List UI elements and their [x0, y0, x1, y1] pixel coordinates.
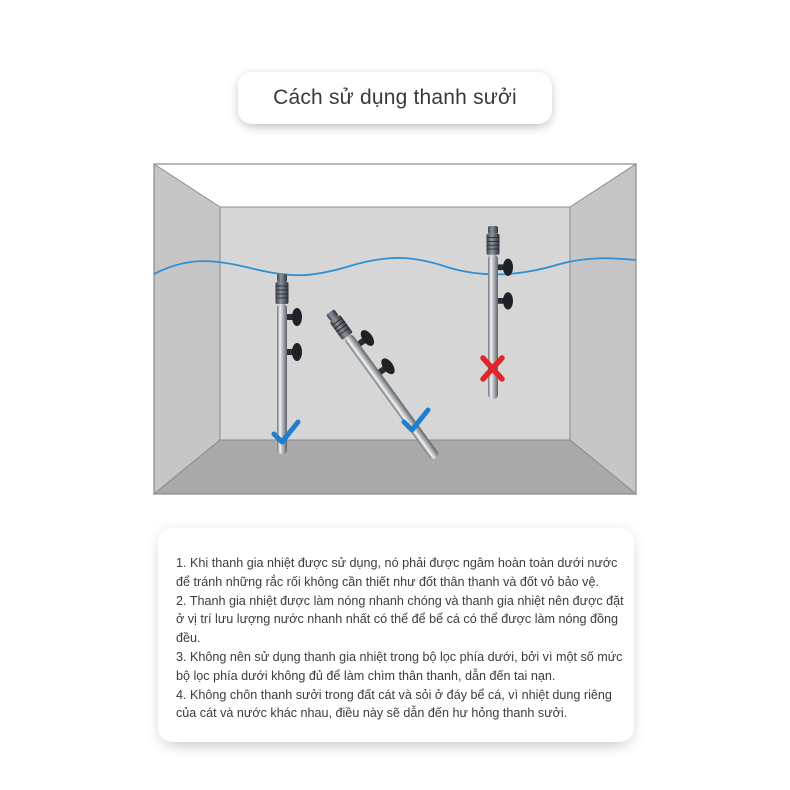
heater-usage-diagram — [150, 160, 640, 500]
tank-left-wall — [154, 164, 220, 494]
tank-right-wall — [570, 164, 636, 494]
page-title: Cách sử dụng thanh sưởi — [273, 86, 517, 109]
instruction-item: 4. Không chôn thanh sưởi trong đất cát và sỏi ở đáy bể cá, vì nhiệt dung riêng của cát và nước khác nhau, điều này sẽ dẫn đến hư hỏng thanh sưởi. — [176, 687, 612, 721]
instructions-card — [158, 528, 634, 742]
instruction-item: 1. Khi thanh gia nhiệt được sử dụng, nó phải được ngâm hoàn toàn dưới nước để tránh những rắc rối không cần thiết như đốt thân thanh và đốt vỏ bảo vệ. — [176, 556, 618, 589]
instruction-item: 2. Thanh gia nhiệt được làm nóng nhanh chóng và thanh gia nhiệt nên được đặt ở vị trí lưu lượng nước nhanh nhất có thể để bể cá có thể được làm nóng đồng đều. — [176, 593, 624, 646]
instructions-list — [176, 554, 626, 723]
title-card — [238, 72, 552, 124]
tank-floor — [154, 440, 636, 494]
instruction-item: 3. Không nên sử dụng thanh gia nhiệt trong bộ lọc phía dưới, bởi vì một số mức bộ lọc phía dưới không đủ để làm chìm thân thanh, dẫn đến tai nạn. — [176, 649, 623, 683]
